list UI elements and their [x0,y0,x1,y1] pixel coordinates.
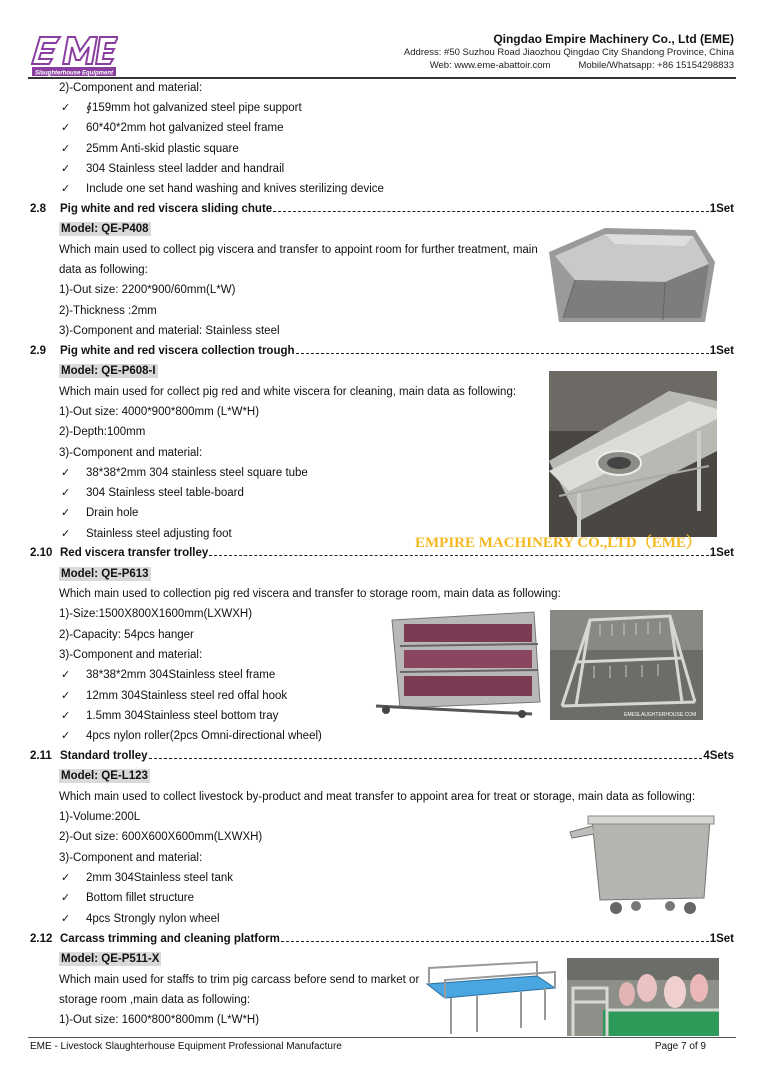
leader-dashes [296,344,709,354]
description: Which main used to collection pig red viscera and transfer to storage room, main data as following: [59,588,561,600]
component-bullet: 4pcs nylon roller(2pcs Omni-directional wheel) [86,730,322,742]
spec-capacity: 2)-Capacity: 54pcs hanger [59,629,194,641]
section-title: Red viscera transfer trolley [60,547,209,559]
spec-out-size: 1)-Out size: 1600*800*800mm (L*W*H) [59,1014,260,1026]
description: Which main used to collect livestock by-product and meat transfer to appoint area for treat or storage, main data as following: [59,791,696,803]
component-bullet: 304 Stainless steel table-board [86,487,244,499]
trimming-platform-render [421,958,559,1036]
intro-bullet: Include one set hand washing and knives sterilizing device [86,183,384,195]
section-number: 2.9 [30,345,46,357]
photo-caption: EMESLAUGHTERHOUSE.COM [624,712,697,718]
spec-component: 3)-Component and material: [59,649,203,661]
section-heading-2-10 [30,546,734,560]
spec-size: 1)-Size:1500X800X1600mm(LXWXH) [59,608,253,620]
red-viscera-trolley-frame-photo [550,610,703,720]
check-icon: ✓ [61,467,71,479]
company-logo [30,33,118,77]
footer-text: EME - Livestock Slaughterhouse Equipment Professional Manufacture [30,1041,342,1052]
spec-volume: 1)-Volume:200L [59,811,141,823]
section-number: 2.8 [30,203,46,215]
check-icon: ✓ [61,669,71,681]
intro-bullet: 304 Stainless steel ladder and handrail [86,163,285,175]
section-number: 2.12 [30,933,53,945]
intro-bullet: 25mm Anti-skid plastic square [86,143,239,155]
spec-thickness: 2)-Thickness :2mm [59,305,157,317]
check-icon: ✓ [61,690,71,702]
section-number: 2.10 [30,547,53,559]
section-title: Pig white and red viscera collection trough [60,345,295,357]
page-number: Page 7 of 9 [654,1041,706,1052]
section-title: Carcass trimming and cleaning platform [60,933,280,945]
intro-bullet: 60*40*2mm hot galvanized steel frame [86,122,284,134]
section-quantity: 4Sets [703,750,734,762]
leader-dashes [149,749,703,759]
check-icon: ✓ [61,163,71,175]
component-bullet: 1.5mm 304Stainless steel bottom tray [86,710,279,722]
component-bullet: Bottom fillet structure [86,892,195,904]
description: data as following: [59,264,148,276]
check-icon: ✓ [61,892,71,904]
check-icon: ✓ [61,528,71,540]
spec-out-size: 2)-Out size: 600X600X600mm(LXWXH) [59,831,263,843]
section-title: Standard trolley [60,750,148,762]
model-label: Model: QE-P613 [61,568,149,580]
red-viscera-trolley-photo [372,610,544,720]
description: Which main used to collect pig viscera and transfer to appoint room for further treatment, main [59,244,538,256]
component-bullet: 4pcs Strongly nylon wheel [86,913,220,925]
component-bullet: Stainless steel adjusting foot [86,528,232,540]
section-heading-2-12 [30,932,734,946]
company-name: Qingdao Empire Machinery Co., Ltd (EME) [493,32,734,46]
description: storage room ,main data as following: [59,994,251,1006]
trimming-platform-photo [567,958,719,1036]
company-info [404,32,734,72]
spec-component: 3)-Component and material: Stainless steel [59,325,280,337]
intro-bullet: ∮159mm hot galvanized steel pipe support [86,102,302,114]
check-icon: ✓ [61,122,71,134]
model-label: Model: QE-P608-I [61,365,156,377]
company-address: Address: #50 Suzhou Road Jiaozhou Qingdao City Shandong Province, China [403,47,734,58]
component-bullet: Drain hole [86,507,139,519]
component-bullet: 2mm 304Stainless steel tank [86,872,234,884]
leader-dashes [273,202,709,212]
description: Which main used for collect pig red and white viscera for cleaning, main data as following: [59,386,517,398]
spec-component: 3)-Component and material: [59,852,203,864]
model-label: Model: QE-P408 [61,223,149,235]
section-quantity: 1Set [709,547,734,559]
model-label: Model: QE-L123 [61,770,148,782]
check-icon: ✓ [61,872,71,884]
model-label: Model: QE-P511-X [61,953,160,965]
component-bullet: 38*38*2mm 304Stainless steel frame [86,669,276,681]
section-quantity: 1Set [709,933,734,945]
check-icon: ✓ [61,143,71,155]
check-icon: ✓ [61,507,71,519]
watermark: EMPIRE MACHINERY CO.,LTD（EME） [415,535,701,551]
spec-out-size: 1)-Out size: 4000*900*800mm (L*W*H) [59,406,260,418]
section-quantity: 1Set [709,203,734,215]
description: Which main used for staffs to trim pig carcass before send to market or [59,974,420,986]
section-heading-2-11 [30,749,734,763]
intro-component-label: 2)-Component and material: [59,82,203,94]
company-phone: Mobile/Whatsapp: +86 15154298833 [578,60,734,71]
sliding-chute-photo [545,222,717,326]
section-quantity: 1Set [709,345,734,357]
check-icon: ✓ [61,487,71,499]
section-heading-2-8 [30,202,734,216]
check-icon: ✓ [61,710,71,722]
footer-divider [28,1037,736,1038]
section-title: Pig white and red viscera sliding chute [60,203,273,215]
company-website: Web: www.eme-abattoir.com [429,60,551,71]
check-icon: ✓ [61,913,71,925]
spec-out-size: 1)-Out size: 2200*900/60mm(L*W) [59,284,236,296]
check-icon: ✓ [61,730,71,742]
spec-component: 3)-Component and material: [59,447,203,459]
header-divider [28,77,736,79]
spec-depth: 2)-Depth:100mm [59,426,146,438]
standard-trolley-photo [566,810,718,920]
section-heading-2-9 [30,344,734,358]
collection-trough-photo [549,371,717,537]
section-number: 2.11 [30,750,52,762]
leader-dashes [209,546,708,556]
component-bullet: 38*38*2mm 304 stainless steel square tube [86,467,308,479]
check-icon: ✓ [61,183,71,195]
leader-dashes [281,932,709,942]
component-bullet: 12mm 304Stainless steel red offal hook [86,690,288,702]
check-icon: ✓ [61,102,71,114]
logo-tagline: Slaughterhouse Equipment [34,70,114,77]
